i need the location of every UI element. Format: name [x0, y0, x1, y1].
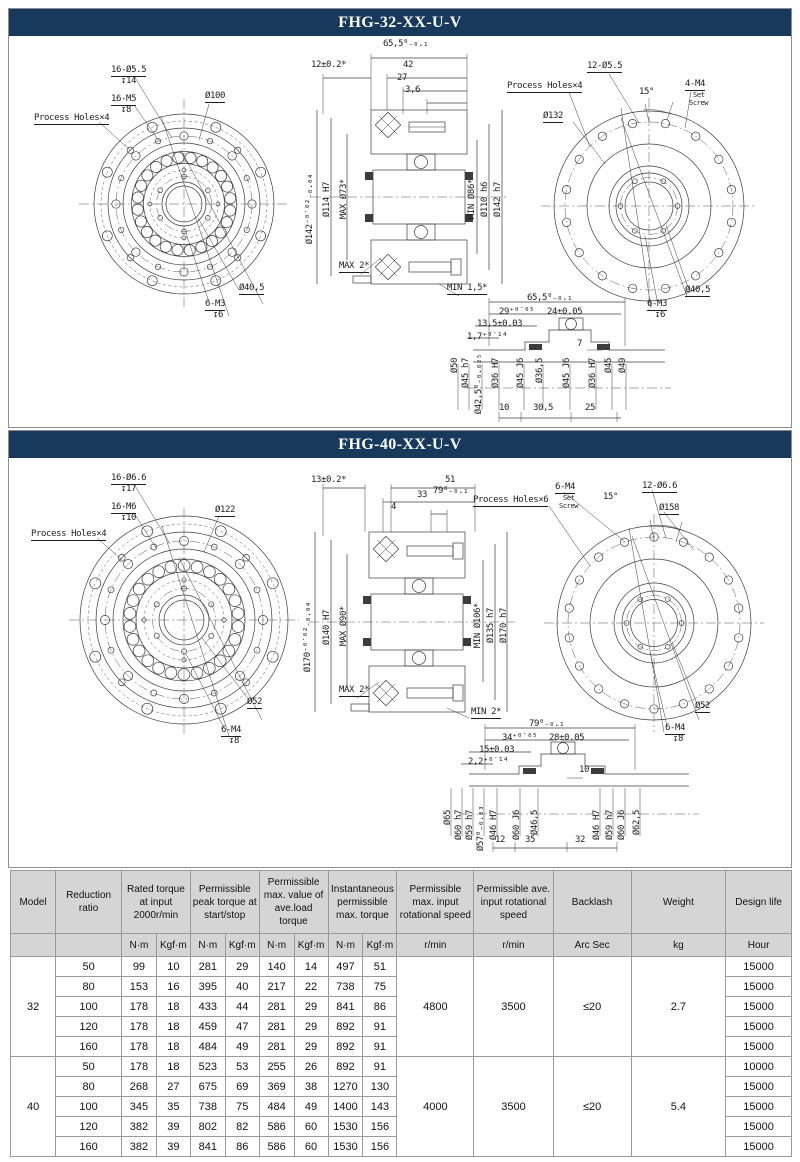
ratio-cell: 100 — [56, 997, 122, 1017]
fhg40-title-bar — [9, 431, 791, 458]
fhg32-back-process-holes-label: Process Holes×4 — [507, 82, 582, 93]
fhg32-detail-10-label: 10 — [499, 403, 510, 413]
fhg32-length-dim-label: 65,5⁰₋₀.₁ — [383, 39, 429, 49]
ratio-cell: 120 — [56, 1117, 122, 1137]
header-max-input-speed: Permissible max. input rotational speed — [397, 871, 474, 934]
fhg40-detail-d625-label: Ø62,5 — [632, 810, 642, 836]
fhg32-front-bolt-holes-label: 16-Ø5.5 — [111, 66, 146, 77]
value-cell: 18 — [156, 1017, 190, 1037]
fhg40-front-bore-label: Ø52 — [247, 698, 262, 709]
fhg40-back-angle-label: 15° — [603, 492, 619, 502]
fhg32-detail-135-label: 13,5±0.03 — [477, 319, 523, 329]
value-cell: 60 — [294, 1117, 328, 1137]
value-cell: 130 — [363, 1077, 397, 1097]
fhg40-detail-15-label: 15±0.03 — [479, 745, 515, 755]
fhg40-drawing-area — [9, 458, 791, 867]
header-reduction-ratio: Reduction ratio — [56, 871, 122, 934]
value-cell: 178 — [121, 1037, 156, 1057]
fhg40-max-dia-90-label: MAX Ø90* — [339, 606, 349, 647]
value-cell: 29 — [294, 1017, 328, 1037]
backlash-cell: ≤20 — [553, 1057, 631, 1157]
fhg32-back-thread-depth-label: ↧6 — [655, 310, 666, 320]
value-cell: 523 — [190, 1057, 225, 1077]
fhg32-min-dia-86-label: MIN Ø86* — [467, 179, 477, 220]
max-speed-cell: 4800 — [397, 957, 474, 1057]
ave-speed-cell: 3500 — [474, 957, 553, 1057]
unit-ratio-empty — [56, 934, 122, 957]
life-cell: 15000 — [726, 1077, 792, 1097]
value-cell: 841 — [190, 1137, 225, 1157]
fhg32-front-view-drawing — [29, 54, 329, 354]
ratio-cell: 50 — [56, 957, 122, 977]
value-cell: 586 — [259, 1137, 294, 1157]
unit-nm: N·m — [328, 934, 363, 957]
fhg32-dia-110-label: Ø110 h6 — [480, 182, 490, 218]
fhg32-front-thread-depth-label: ↧8 — [121, 105, 132, 115]
life-cell: 15000 — [726, 957, 792, 977]
fhg40-detail-d46h7-right-label: Ø46 H7 — [592, 810, 602, 841]
specification-table — [10, 870, 792, 1157]
fhg32-detail-d49-label: Ø49 — [618, 358, 628, 374]
value-cell: 178 — [121, 997, 156, 1017]
fhg32-detail-d365-label: Ø36,5 — [535, 358, 545, 384]
table-row — [11, 957, 792, 977]
fhg40-detail-12-label: 12 — [495, 835, 506, 845]
unit-kgfm: Kgf·m — [225, 934, 259, 957]
fhg32-front-inner-thread-label: 6-M3 — [205, 300, 225, 311]
value-cell: 369 — [259, 1077, 294, 1097]
value-cell: 27 — [156, 1077, 190, 1097]
value-cell: 18 — [156, 1037, 190, 1057]
fhg40-detail-22-label: 2,2⁺⁰˙¹⁴ — [468, 757, 509, 767]
unit-kgfm: Kgf·m — [294, 934, 328, 957]
fhg40-min-dia-106-label: MIN Ø106* — [473, 603, 483, 649]
value-cell: 91 — [363, 1017, 397, 1037]
value-cell: 18 — [156, 997, 190, 1017]
fhg32-section — [8, 8, 792, 428]
fhg32-detail-d45h7-label: Ø45 h7 — [461, 358, 471, 389]
fhg32-back-holes-label: 12-Ø5.5 — [587, 62, 622, 73]
ratio-cell: 100 — [56, 1097, 122, 1117]
fhg40-front-thread-depth-label: ↧10 — [121, 513, 137, 523]
value-cell: 156 — [363, 1137, 397, 1157]
fhg40-back-thread-label: 6-M4 — [665, 724, 685, 735]
value-cell: 29 — [294, 1037, 328, 1057]
unit-arcsec: Arc Sec — [553, 934, 631, 957]
fhg32-outer-dia-tol-label: Ø142⁻⁰˙⁰²₋₀.₀₄ — [305, 174, 315, 245]
value-cell: 38 — [294, 1077, 328, 1097]
value-cell: 586 — [259, 1117, 294, 1137]
value-cell: 675 — [190, 1077, 225, 1097]
value-cell: 268 — [121, 1077, 156, 1097]
fhg40-detail-35-label: 35 — [525, 835, 536, 845]
fhg40-detail-32-label: 32 — [575, 835, 586, 845]
fhg32-back-bore-label: Ø40,5 — [685, 286, 710, 297]
fhg32-title-bar — [9, 9, 791, 36]
life-cell: 15000 — [726, 977, 792, 997]
fhg40-back-holes-label: 12-Ø6.6 — [642, 482, 677, 493]
value-cell: 47 — [225, 1017, 259, 1037]
fhg40-detail-d59h7-left-label: Ø59 h7 — [465, 810, 475, 841]
value-cell: 1530 — [328, 1117, 363, 1137]
header-ave-load-torque: Permissible max. value of ave.load torque — [259, 871, 328, 934]
fhg40-detail-d465-label: Ø46,5 — [530, 810, 540, 836]
value-cell: 14 — [294, 957, 328, 977]
value-cell: 484 — [190, 1037, 225, 1057]
life-cell: 15000 — [726, 997, 792, 1017]
fhg40-detail-length-label: 79⁰₋₀.₁ — [529, 719, 565, 729]
fhg40-dim-51-label: 51 — [445, 475, 456, 485]
fhg40-back-set-label: Set — [563, 494, 575, 502]
unit-kg: kg — [631, 934, 726, 957]
value-cell: 82 — [225, 1117, 259, 1137]
value-cell: 29 — [225, 957, 259, 977]
header-instantaneous-torque: Instantaneous permissible max. torque — [328, 871, 397, 934]
fhg40-detail-34-label: 34⁺⁰˙⁰⁵ — [502, 733, 538, 743]
fhg32-max-2-label: MAX 2* — [339, 262, 369, 273]
model-cell: 40 — [11, 1057, 56, 1157]
value-cell: 60 — [294, 1137, 328, 1157]
fhg32-title: FHG-32-XX-U-V — [338, 13, 462, 31]
fhg32-back-bcd-label: Ø132 — [543, 112, 563, 123]
fhg40-dim-13-label: 13±0.2* — [311, 475, 347, 485]
value-cell: 433 — [190, 997, 225, 1017]
unit-rmin: r/min — [397, 934, 474, 957]
header-peak-torque: Permissible peak torque at start/stop — [190, 871, 259, 934]
value-cell: 281 — [259, 1017, 294, 1037]
value-cell: 153 — [121, 977, 156, 997]
fhg40-back-screw-label: Screw — [559, 502, 579, 510]
fhg40-detail-d59h7-right-label: Ø59 h7 — [605, 810, 615, 841]
fhg40-dim-79-label: 79⁰₋₀.₁ — [433, 486, 469, 496]
fhg32-dia-142-label: Ø142 h7 — [493, 182, 503, 218]
value-cell: 44 — [225, 997, 259, 1017]
fhg32-detail-25-label: 25 — [585, 403, 596, 413]
fhg32-dim-42-label: 42 — [403, 60, 414, 70]
value-cell: 281 — [190, 957, 225, 977]
ratio-cell: 160 — [56, 1137, 122, 1157]
fhg32-front-process-holes-label: Process Holes×4 — [34, 114, 109, 125]
fhg40-section — [8, 430, 792, 868]
fhg40-detail-d65-label: Ø65 — [443, 810, 453, 826]
value-cell: 178 — [121, 1057, 156, 1077]
fhg40-front-process-holes-label: Process Holes×4 — [31, 530, 106, 541]
life-cell: 15000 — [726, 1117, 792, 1137]
value-cell: 40 — [225, 977, 259, 997]
table-header-row — [11, 871, 792, 934]
fhg32-detail-d45-label: Ø45 — [604, 358, 614, 374]
value-cell: 281 — [259, 997, 294, 1017]
unit-nm: N·m — [121, 934, 156, 957]
fhg32-max-dia-73-label: MAX Ø73* — [339, 179, 349, 220]
life-cell: 15000 — [726, 1137, 792, 1157]
ratio-cell: 80 — [56, 1077, 122, 1097]
value-cell: 178 — [121, 1017, 156, 1037]
life-cell: 15000 — [726, 1017, 792, 1037]
value-cell: 395 — [190, 977, 225, 997]
fhg40-outer-dia-tol-label: Ø170⁻⁰˙⁰²₋₀.₀₄ — [303, 602, 313, 673]
fhg32-front-bcd-label: Ø100 — [205, 92, 225, 103]
fhg32-back-screw-label: Screw — [689, 99, 709, 107]
fhg40-detail-d60j6-left-label: Ø60 J6 — [512, 810, 522, 841]
unit-kgfm: Kgf·m — [156, 934, 190, 957]
header-weight: Weight — [631, 871, 726, 934]
value-cell: 35 — [156, 1097, 190, 1117]
value-cell: 841 — [328, 997, 363, 1017]
fhg40-dim-4-label: 4 — [391, 502, 397, 512]
fhg32-front-inner-thread-depth-label: ↧6 — [213, 310, 224, 320]
fhg32-detail-d425-label: Ø42,5⁰₋₀.₀₂₅ — [474, 354, 484, 415]
value-cell: 484 — [259, 1097, 294, 1117]
unit-nm: N·m — [259, 934, 294, 957]
fhg32-detail-305-label: 30,5 — [533, 403, 554, 413]
fhg40-detail-d57-label: Ø57⁰₋₀.₀₃ — [476, 806, 486, 852]
fhg40-dia-170-label: Ø170 h7 — [499, 608, 509, 644]
life-cell: 10000 — [726, 1057, 792, 1077]
value-cell: 281 — [259, 1037, 294, 1057]
unit-rmin: r/min — [474, 934, 553, 957]
ratio-cell: 120 — [56, 1017, 122, 1037]
fhg40-dia-140-label: Ø140 H7 — [322, 610, 332, 646]
value-cell: 39 — [156, 1137, 190, 1157]
fhg32-detail-d36h7-left-label: Ø36 H7 — [491, 358, 501, 389]
backlash-cell: ≤20 — [553, 957, 631, 1057]
value-cell: 86 — [363, 997, 397, 1017]
unit-kgfm: Kgf·m — [363, 934, 397, 957]
fhg32-drawing-area — [9, 36, 791, 427]
fhg32-dim-12-label: 12±0.2* — [311, 60, 347, 70]
value-cell: 143 — [363, 1097, 397, 1117]
value-cell: 497 — [328, 957, 363, 977]
value-cell: 738 — [328, 977, 363, 997]
value-cell: 345 — [121, 1097, 156, 1117]
ratio-cell: 160 — [56, 1037, 122, 1057]
ratio-cell: 50 — [56, 1057, 122, 1077]
value-cell: 459 — [190, 1017, 225, 1037]
fhg32-detail-length-label: 65,5⁰₋₀.₁ — [527, 293, 573, 303]
fhg32-front-thread-label: 16-M5 — [111, 95, 136, 106]
unit-nm: N·m — [190, 934, 225, 957]
value-cell: 156 — [363, 1117, 397, 1137]
header-ave-input-speed: Permissible ave. input rotational speed — [474, 871, 553, 934]
value-cell: 29 — [294, 997, 328, 1017]
value-cell: 1270 — [328, 1077, 363, 1097]
fhg32-detail-7-label: 7 — [577, 339, 583, 349]
weight-cell: 5.4 — [631, 1057, 726, 1157]
fhg40-title: FHG-40-XX-U-V — [338, 435, 462, 453]
fhg40-detail-d46h7-left-label: Ø46 H7 — [489, 810, 499, 841]
value-cell: 892 — [328, 1037, 363, 1057]
fhg40-max-2-label: MAX 2* — [339, 686, 369, 697]
value-cell: 51 — [363, 957, 397, 977]
fhg40-dim-33-label: 33 — [417, 490, 428, 500]
value-cell: 39 — [156, 1117, 190, 1137]
fhg40-front-thread-label: 16-M6 — [111, 503, 136, 514]
table-units-row — [11, 934, 792, 957]
value-cell: 382 — [121, 1117, 156, 1137]
fhg32-back-set-screw-label: 4-M4 — [685, 80, 705, 91]
fhg40-back-process-holes-label: Process Holes×6 — [473, 496, 548, 507]
value-cell: 802 — [190, 1117, 225, 1137]
fhg32-detail-24-label: 24±0.05 — [547, 307, 583, 317]
value-cell: 86 — [225, 1137, 259, 1157]
value-cell: 22 — [294, 977, 328, 997]
ave-speed-cell: 3500 — [474, 1057, 553, 1157]
fhg32-detail-17-label: 1,7⁺⁰˙¹⁴ — [467, 332, 508, 342]
fhg40-front-inner-thread-label: 6-M4 — [221, 726, 241, 737]
value-cell: 10 — [156, 957, 190, 977]
header-rated-torque: Rated torque at input 2000r/min — [121, 871, 190, 934]
fhg32-detail-d50-label: Ø50 — [450, 358, 460, 374]
value-cell: 26 — [294, 1057, 328, 1077]
fhg40-back-thread-depth-label: ↧8 — [673, 734, 684, 744]
fhg40-front-inner-thread-depth-label: ↧8 — [229, 736, 240, 746]
value-cell: 140 — [259, 957, 294, 977]
value-cell: 892 — [328, 1017, 363, 1037]
fhg40-min-2-label: MIN 2* — [471, 708, 501, 719]
fhg32-min-15-label: MIN 1,5* — [447, 284, 487, 295]
value-cell: 69 — [225, 1077, 259, 1097]
value-cell: 53 — [225, 1057, 259, 1077]
life-cell: 15000 — [726, 1097, 792, 1117]
header-design-life: Design life — [726, 871, 792, 934]
value-cell: 99 — [121, 957, 156, 977]
fhg40-back-bcd-label: Ø158 — [659, 504, 679, 515]
fhg32-back-thread-label: 6-M3 — [647, 300, 667, 311]
fhg32-dim-36-label: 3,6 — [405, 85, 421, 95]
fhg40-front-bcd-label: Ø122 — [215, 506, 235, 517]
fhg40-detail-d60j6-right-label: Ø60 J6 — [617, 810, 627, 841]
value-cell: 75 — [225, 1097, 259, 1117]
value-cell: 1400 — [328, 1097, 363, 1117]
fhg32-detail-29-label: 29⁺⁰˙⁰⁵ — [499, 307, 535, 317]
fhg40-detail-10-label: 10 — [579, 765, 590, 775]
fhg40-front-bolt-depth-label: ↧17 — [121, 484, 137, 494]
value-cell: 49 — [294, 1097, 328, 1117]
value-cell: 49 — [225, 1037, 259, 1057]
fhg32-detail-d45j6-left-label: Ø45 J6 — [516, 358, 526, 389]
fhg40-dia-135-label: Ø135 h7 — [486, 608, 496, 644]
max-speed-cell: 4000 — [397, 1057, 474, 1157]
fhg40-front-bolt-holes-label: 16-Ø6.6 — [111, 474, 146, 485]
fhg32-dia-114-label: Ø114 H7 — [322, 182, 332, 218]
value-cell: 16 — [156, 977, 190, 997]
table-row — [11, 1057, 792, 1077]
fhg32-back-set-label: Set — [693, 91, 705, 99]
model-cell: 32 — [11, 957, 56, 1057]
fhg32-front-bolt-depth-label: ↧14 — [121, 76, 137, 86]
value-cell: 255 — [259, 1057, 294, 1077]
value-cell: 91 — [363, 1037, 397, 1057]
value-cell: 738 — [190, 1097, 225, 1117]
value-cell: 75 — [363, 977, 397, 997]
value-cell: 1530 — [328, 1137, 363, 1157]
value-cell: 892 — [328, 1057, 363, 1077]
fhg40-back-bore-label: Ø52 — [695, 702, 710, 713]
value-cell: 91 — [363, 1057, 397, 1077]
unit-model-empty — [11, 934, 56, 957]
header-backlash: Backlash — [553, 871, 631, 934]
value-cell: 18 — [156, 1057, 190, 1077]
fhg32-front-bore-label: Ø40,5 — [239, 284, 264, 295]
ratio-cell: 80 — [56, 977, 122, 997]
fhg32-detail-d36h7-right-label: Ø36 H7 — [588, 358, 598, 389]
fhg40-detail-d60h7-label: Ø60 h7 — [454, 810, 464, 841]
weight-cell: 2.7 — [631, 957, 726, 1057]
fhg32-dim-27-label: 27 — [397, 73, 408, 83]
fhg32-back-angle-label: 15° — [639, 87, 655, 97]
life-cell: 15000 — [726, 1037, 792, 1057]
fhg32-detail-d45j6-right-label: Ø45 J6 — [562, 358, 572, 389]
header-model: Model — [11, 871, 56, 934]
unit-hour: Hour — [726, 934, 792, 957]
fhg40-back-set-screw-label: 6-M4 — [555, 483, 575, 494]
fhg40-detail-28-label: 28±0.05 — [549, 733, 585, 743]
value-cell: 382 — [121, 1137, 156, 1157]
value-cell: 217 — [259, 977, 294, 997]
